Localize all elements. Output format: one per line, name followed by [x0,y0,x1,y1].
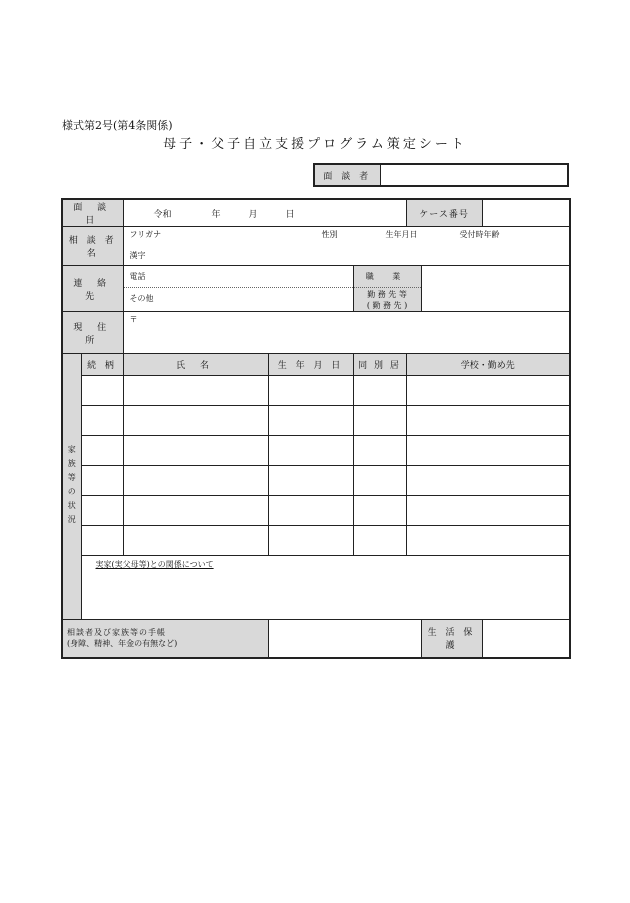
family-name-cell[interactable] [123,466,268,496]
furigana-label: フリガナ [129,230,162,239]
family-name-cell[interactable] [123,496,268,526]
postal-mark: 〒 [129,315,138,324]
family-name-cell[interactable] [123,406,268,436]
other-contact-label: その他 [129,294,154,303]
interview-date-label: 面 談 日 [62,199,123,227]
family-cohabitation-cell[interactable] [353,376,406,406]
handbook-label-cell [62,620,268,658]
interviewer-field[interactable] [380,164,568,186]
family-school-work-cell[interactable] [406,496,570,526]
consultee-label: 相 談 者 名 [62,227,123,266]
workplace-label: 勤 務 先 等 [367,290,407,299]
family-relationship-cell[interactable] [81,526,123,556]
family-row [62,466,570,496]
handbook-sub-label: (身障、精神、年金の有無など) [67,639,178,649]
family-relationship-cell[interactable] [81,406,123,436]
family-school-work-cell[interactable] [406,526,570,556]
family-birthdate-cell[interactable] [268,436,353,466]
family-school-work-cell[interactable] [406,436,570,466]
family-row [62,526,570,556]
family-row [62,376,570,406]
contact-field[interactable] [123,266,353,312]
case-number-label: ケース番号 [406,199,482,227]
family-birthdate-cell[interactable] [268,376,353,406]
birthdate-label: 生年月日 [385,230,418,239]
family-school-work-cell[interactable] [406,406,570,436]
month-label: 月 [248,209,258,220]
family-relationship-cell[interactable] [81,376,123,406]
family-cohabitation-cell[interactable] [353,526,406,556]
family-relationship-cell[interactable] [81,466,123,496]
parents-relation-field[interactable] [81,556,570,620]
family-birthdate-cell[interactable] [268,406,353,436]
phone-label: 電話 [124,266,353,288]
interviewer-table [313,163,569,187]
welfare-field[interactable] [482,620,570,658]
family-birthdate-cell[interactable] [268,466,353,496]
contact-label: 連 絡 先 [62,266,123,312]
interviewer-label: 面 談 者 [314,164,380,186]
family-row [62,436,570,466]
handbook-field[interactable] [268,620,421,658]
year-label: 年 [211,209,221,220]
form-number-label: 様式第2号(第4条関係) [62,119,173,132]
job-field[interactable] [421,266,570,312]
consultee-field[interactable] [123,227,570,266]
day-label: 日 [285,209,295,220]
family-name-cell[interactable] [123,436,268,466]
age-at-intake-label: 受付時年齢 [459,230,500,239]
handbook-label: 相談者及び家族等の手帳 [67,628,166,638]
family-relationship-cell[interactable] [81,436,123,466]
job-label-cell [353,266,421,312]
col-birthdate: 生 年 月 日 [268,354,353,376]
family-relationship-cell[interactable] [81,496,123,526]
page-title: 母子・父子自立支援プログラム策定シート [163,137,467,152]
col-name: 氏 名 [123,354,268,376]
family-row [62,406,570,436]
family-school-work-cell[interactable] [406,466,570,496]
family-school-work-cell[interactable] [406,376,570,406]
col-school-work: 学校・勤め先 [406,354,570,376]
workplace-sub-label: ( 勤 務 先 ) [366,301,408,310]
col-cohabitation: 同 別 居 [353,354,406,376]
family-cohabitation-cell[interactable] [353,436,406,466]
job-label: 職 業 [354,266,421,288]
welfare-label: 生 活 保 護 [421,620,482,658]
family-name-cell[interactable] [123,376,268,406]
family-section-label-cell [62,354,81,620]
sex-label: 性別 [321,230,338,239]
kanji-label: 漢字 [129,251,146,260]
parents-relation-label: 実家(実父母等)との関係について [95,560,214,569]
address-label: 現 住 所 [62,312,123,354]
family-birthdate-cell[interactable] [268,496,353,526]
era-label: 令和 [153,209,172,220]
address-field[interactable] [123,312,570,354]
family-cohabitation-cell[interactable] [353,466,406,496]
interview-date-field[interactable] [123,199,406,227]
col-relationship: 続 柄 [81,354,123,376]
family-name-cell[interactable] [123,526,268,556]
family-cohabitation-cell[interactable] [353,406,406,436]
family-section-label: 家族等の状況 [67,444,77,529]
family-row [62,496,570,526]
family-cohabitation-cell[interactable] [353,496,406,526]
main-form-table [61,198,571,659]
case-number-field[interactable] [482,199,570,227]
family-birthdate-cell[interactable] [268,526,353,556]
